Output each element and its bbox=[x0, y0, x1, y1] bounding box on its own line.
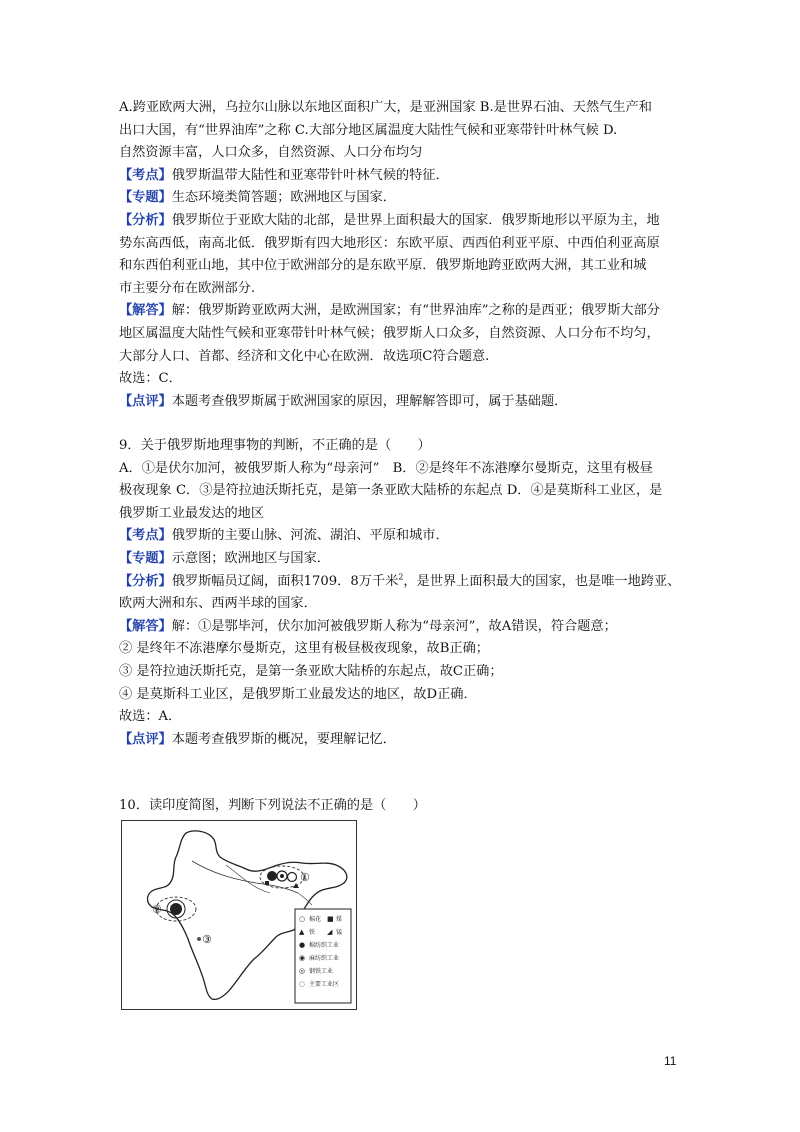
iron-symbol bbox=[293, 883, 299, 888]
fenxi-line bbox=[119, 210, 689, 233]
question-9 bbox=[119, 435, 689, 751]
legend-label: 煤 bbox=[336, 916, 343, 923]
option-line: A．①是伏尔加河，被俄罗斯人称为“母亲河” B．②是终年不冻港摩尔曼斯克，这里有极昼 bbox=[119, 460, 653, 476]
legend-symbol: ○ bbox=[299, 915, 306, 923]
fenxi-text: 俄罗斯位于亚欧大陆的北部，是世界上面积最大的国家．俄罗斯地形以平原为主，地 bbox=[171, 212, 660, 228]
jieda-line: 大部分人口、首都、经济和文化中心在欧洲．故选项C符合题意. bbox=[119, 348, 490, 364]
option-line: A.跨亚欧两大洲，乌拉尔山脉以东地区面积广大，是亚洲国家 B.是世界石油、天然气生产和 bbox=[119, 100, 652, 115]
answer-line: 故选：C． bbox=[119, 371, 182, 387]
kaodian-line bbox=[119, 525, 689, 548]
legend-label: 麻纺织工业 bbox=[309, 955, 340, 962]
india-map-figure bbox=[121, 820, 357, 1010]
superscript: 2 bbox=[398, 572, 404, 582]
dianping-tag: 【点评】 bbox=[119, 731, 172, 747]
jieda-tag: 【解答】 bbox=[119, 303, 172, 319]
legend-label: 棉花 bbox=[309, 916, 322, 923]
answer-line: 故选：A． bbox=[119, 709, 182, 725]
legend-label: 锰 bbox=[336, 929, 343, 936]
legend-label: 主要工业区 bbox=[309, 981, 340, 988]
zhuanti-line bbox=[119, 187, 689, 210]
marker-3: ③ bbox=[202, 933, 212, 946]
jieda-line: ④ 是莫斯科工业区，是俄罗斯工业最发达的地区，故D正确． bbox=[119, 686, 477, 702]
dianping-text: 本题考查俄罗斯属于欧洲国家的原因，理解解答即可，属于基础题． bbox=[171, 393, 568, 409]
marker-2: ② bbox=[152, 903, 162, 916]
steel-symbol bbox=[288, 873, 297, 882]
zhuanti-text: 生态环境类简答题；欧洲地区与国家． bbox=[171, 190, 396, 206]
fenxi-tag: 【分析】 bbox=[119, 573, 172, 589]
legend-label: 钢铁工业 bbox=[309, 968, 334, 975]
legend-symbol: ◎ bbox=[299, 967, 306, 975]
dianping-line bbox=[119, 729, 689, 752]
page-number: 11 bbox=[664, 1054, 677, 1068]
dianping-text: 本题考查俄罗斯的概况，要理解记忆． bbox=[171, 731, 396, 747]
kaodian-text: 俄罗斯温带大陆性和亚寒带针叶林气候的特征． bbox=[171, 167, 449, 183]
cotton-textile-symbol bbox=[267, 871, 277, 881]
fenxi-tag: 【分析】 bbox=[119, 212, 172, 228]
zhuanti-tag: 【专题】 bbox=[119, 190, 172, 206]
option-line: 俄罗斯工业最发达的地区 bbox=[119, 505, 265, 521]
jieda-line bbox=[119, 300, 689, 323]
legend-label: 棉纺织工业 bbox=[309, 942, 340, 949]
fenxi-line bbox=[119, 571, 689, 594]
legend-symbol: ■ bbox=[327, 915, 334, 923]
fenxi-text-post: ，是世界上面积最大的国家，也是唯一地跨亚、 bbox=[403, 573, 681, 589]
question-8-tail bbox=[119, 97, 689, 413]
question-10 bbox=[119, 795, 689, 818]
fenxi-text-pre: 俄罗斯幅员辽阔，面积1709．8万千米 bbox=[171, 573, 399, 589]
kaodian-line bbox=[119, 165, 689, 188]
india-map bbox=[122, 821, 355, 1008]
legend-symbol: ◌ bbox=[299, 980, 306, 988]
zhuanti-line bbox=[119, 548, 689, 571]
jieda-tag: 【解答】 bbox=[119, 618, 172, 634]
legend-symbol: ◉ bbox=[299, 954, 306, 962]
question-stem: 10．读印度简图，判断下列说法不正确的是（ ） bbox=[119, 798, 426, 813]
option-line: 极夜现象 C．③是符拉迪沃斯托克，是第一条亚欧大陆桥的东起点 D．④是莫斯科工业区，是 bbox=[119, 483, 663, 499]
coal-symbol bbox=[265, 881, 269, 885]
jieda-line bbox=[119, 616, 689, 639]
option-line: 出口大国，有“世界油库”之称 C.大部分地区属温度大陆性气候和亚寒带针叶林气候 D. bbox=[119, 122, 618, 138]
fenxi-line: 和东西伯利亚山地，其中位于欧洲部分的是东欧平原．俄罗斯地跨亚欧两大洲，其工业和城 bbox=[119, 258, 647, 274]
zhuanti-text: 示意图；欧洲地区与国家． bbox=[171, 550, 330, 566]
zhuanti-tag: 【专题】 bbox=[119, 550, 172, 566]
jieda-line: ② 是终年不冻港摩尔曼斯克，这里有极昼极夜现象，故B正确； bbox=[119, 641, 489, 657]
marker-1: ① bbox=[300, 871, 310, 884]
fenxi-line: 势东高西低，南高北低．俄罗斯有四大地形区：东欧平原、西西伯利亚平原、中西伯利亚高原 bbox=[119, 235, 660, 251]
kaodian-tag: 【考点】 bbox=[119, 167, 172, 183]
dianping-line bbox=[119, 391, 689, 414]
legend-symbol: ● bbox=[299, 941, 306, 949]
dianping-tag: 【点评】 bbox=[119, 393, 172, 409]
legend-symbol: ▲ bbox=[299, 928, 305, 936]
question-stem: 9．关于俄罗斯地理事物的判断，不正确的是（ ） bbox=[119, 438, 431, 453]
fenxi-line: 欧两大洲和东、西两半球的国家． bbox=[119, 596, 317, 612]
river-line bbox=[298, 893, 312, 905]
jieda-text: 解：俄罗斯跨亚欧两大洲，是欧洲国家；有“世界油库”之称的是西亚；俄罗斯大部分 bbox=[171, 303, 660, 319]
kaodian-tag: 【考点】 bbox=[119, 528, 172, 544]
fenxi-line: 市主要分布在欧洲部分. bbox=[119, 280, 256, 296]
jieda-line: ③ 是符拉迪沃斯托克，是第一条亚欧大陆桥的东起点，故C正确； bbox=[119, 663, 503, 679]
jieda-text: 解：①是鄂毕河，伏尔加河被俄罗斯人称为“母亲河”，故A错误，符合题意； bbox=[171, 618, 617, 634]
cotton-textile-symbol bbox=[170, 903, 182, 915]
legend-symbol: ◢ bbox=[327, 928, 333, 936]
kaodian-text: 俄罗斯的主要山脉、河流、湖泊、平原和城市． bbox=[171, 528, 449, 544]
legend-label: 铁 bbox=[309, 929, 316, 936]
option-line: 自然资源丰富，人口众多，自然资源、人口分布均匀 bbox=[119, 145, 423, 161]
jieda-line: 地区属温度大陆性气候和亚寒带针叶林气候；俄罗斯人口众多，自然资源、人口分布不均匀， bbox=[119, 325, 660, 341]
